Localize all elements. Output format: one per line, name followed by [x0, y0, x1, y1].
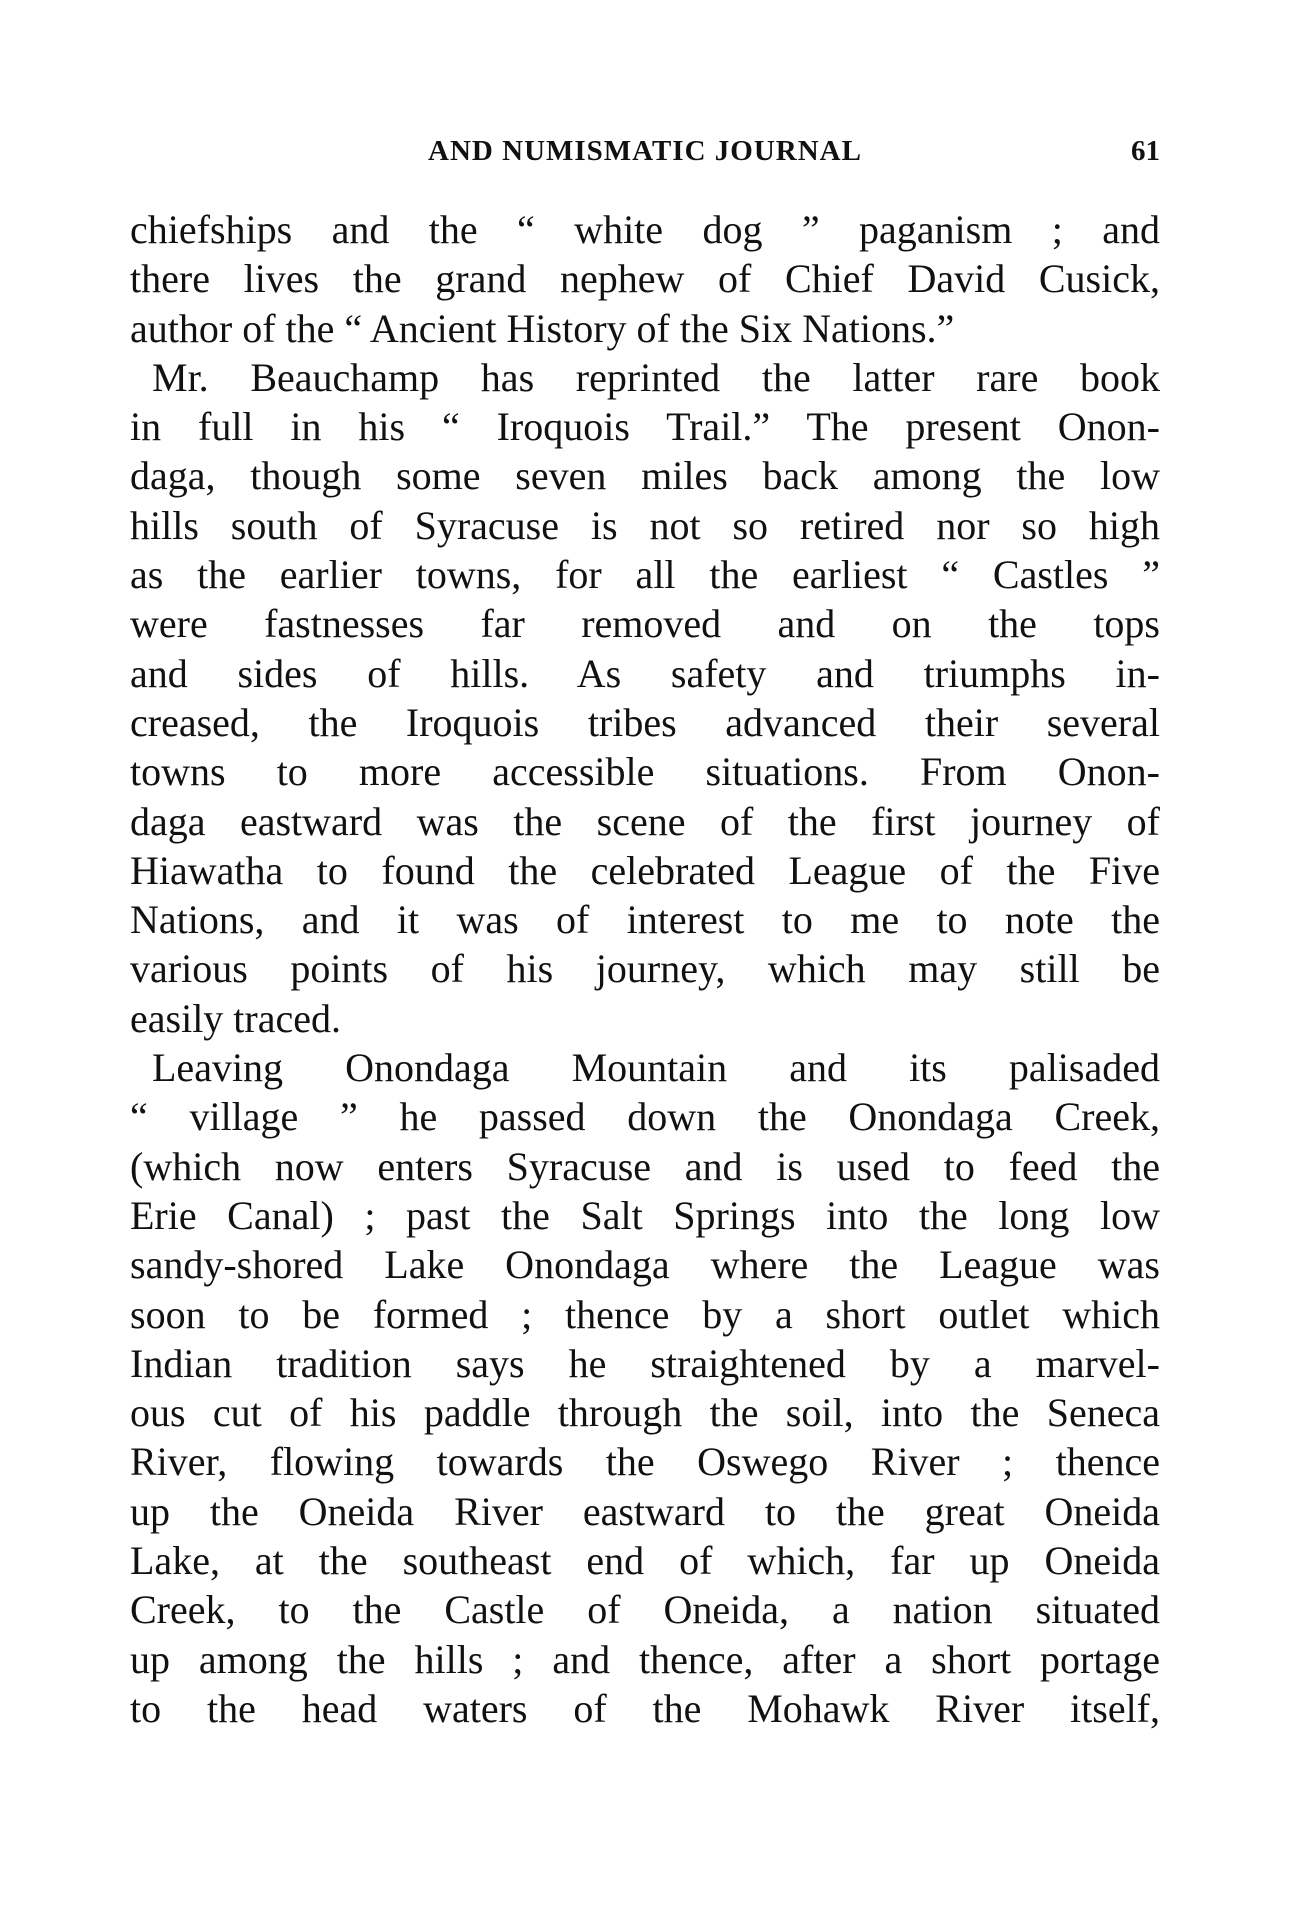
text-line: as the earlier towns, for all the earliest “ Castles ”: [130, 552, 1160, 598]
text-line: Nations, and it was of interest to me to note the: [130, 897, 1160, 943]
text-line: daga, though some seven miles back among the low: [130, 453, 1160, 499]
text-line: easily traced.: [130, 995, 341, 1041]
text-line: daga eastward was the scene of the first journey of: [130, 798, 1160, 844]
page-number: 61: [1131, 135, 1160, 167]
text-line: Lake, at the southeast end of which, far up Oneida: [130, 1538, 1160, 1584]
text-line: Hiawatha to found the celebrated League of the Five: [130, 847, 1160, 893]
text-line: Indian tradition says he straightened by a marvel-: [130, 1340, 1160, 1386]
text-line: chiefships and the “ white dog ” paganism ; and: [130, 207, 1160, 252]
paragraph-start-line: Mr. Beauchamp has reprinted the latter rare book: [152, 354, 1160, 400]
text-line: towns to more accessible situations. From Onon-: [130, 749, 1160, 795]
text-line: sandy-shored Lake Onondaga where the League was: [130, 1242, 1160, 1288]
running-title: AND NUMISMATIC JOURNAL: [428, 135, 862, 167]
text-line: soon to be formed ; thence by a short outlet which: [130, 1291, 1160, 1337]
text-line: Creek, to the Castle of Oneida, a nation situated: [130, 1587, 1160, 1633]
text-line: there lives the grand nephew of Chief David Cusick,: [130, 256, 1160, 302]
text-line: Erie Canal) ; past the Salt Springs into the long low: [130, 1192, 1160, 1238]
text-line: various points of his journey, which may still be: [130, 946, 1160, 992]
text-line: creased, the Iroquois tribes advanced their several: [130, 699, 1160, 745]
text-line: River, flowing towards the Oswego River ; thence: [130, 1439, 1160, 1485]
running-head: [130, 135, 1160, 175]
text-line: were fastnesses far removed and on the tops: [130, 601, 1160, 647]
body-text: [130, 205, 1160, 1733]
text-line: “ village ” he passed down the Onondaga Creek,: [130, 1094, 1160, 1140]
text-line: ous cut of his paddle through the soil, into the Seneca: [130, 1390, 1160, 1436]
text-line: author of the “ Ancient History of the Six Nations.”: [130, 305, 955, 351]
text-line: and sides of hills. As safety and triumphs in-: [130, 650, 1160, 696]
text-line: hills south of Syracuse is not so retired nor so high: [130, 502, 1160, 548]
text-line: up the Oneida River eastward to the great Oneida: [130, 1488, 1160, 1534]
text-line: (which now enters Syracuse and is used to feed the: [130, 1143, 1160, 1189]
text-line: to the head waters of the Mohawk River itself,: [130, 1685, 1160, 1731]
paragraph-start-line: Leaving Onondaga Mountain and its palisaded: [152, 1045, 1160, 1091]
text-line: in full in his “ Iroquois Trail.” The present Onon-: [130, 404, 1160, 450]
text-line: up among the hills ; and thence, after a short portage: [130, 1636, 1160, 1682]
